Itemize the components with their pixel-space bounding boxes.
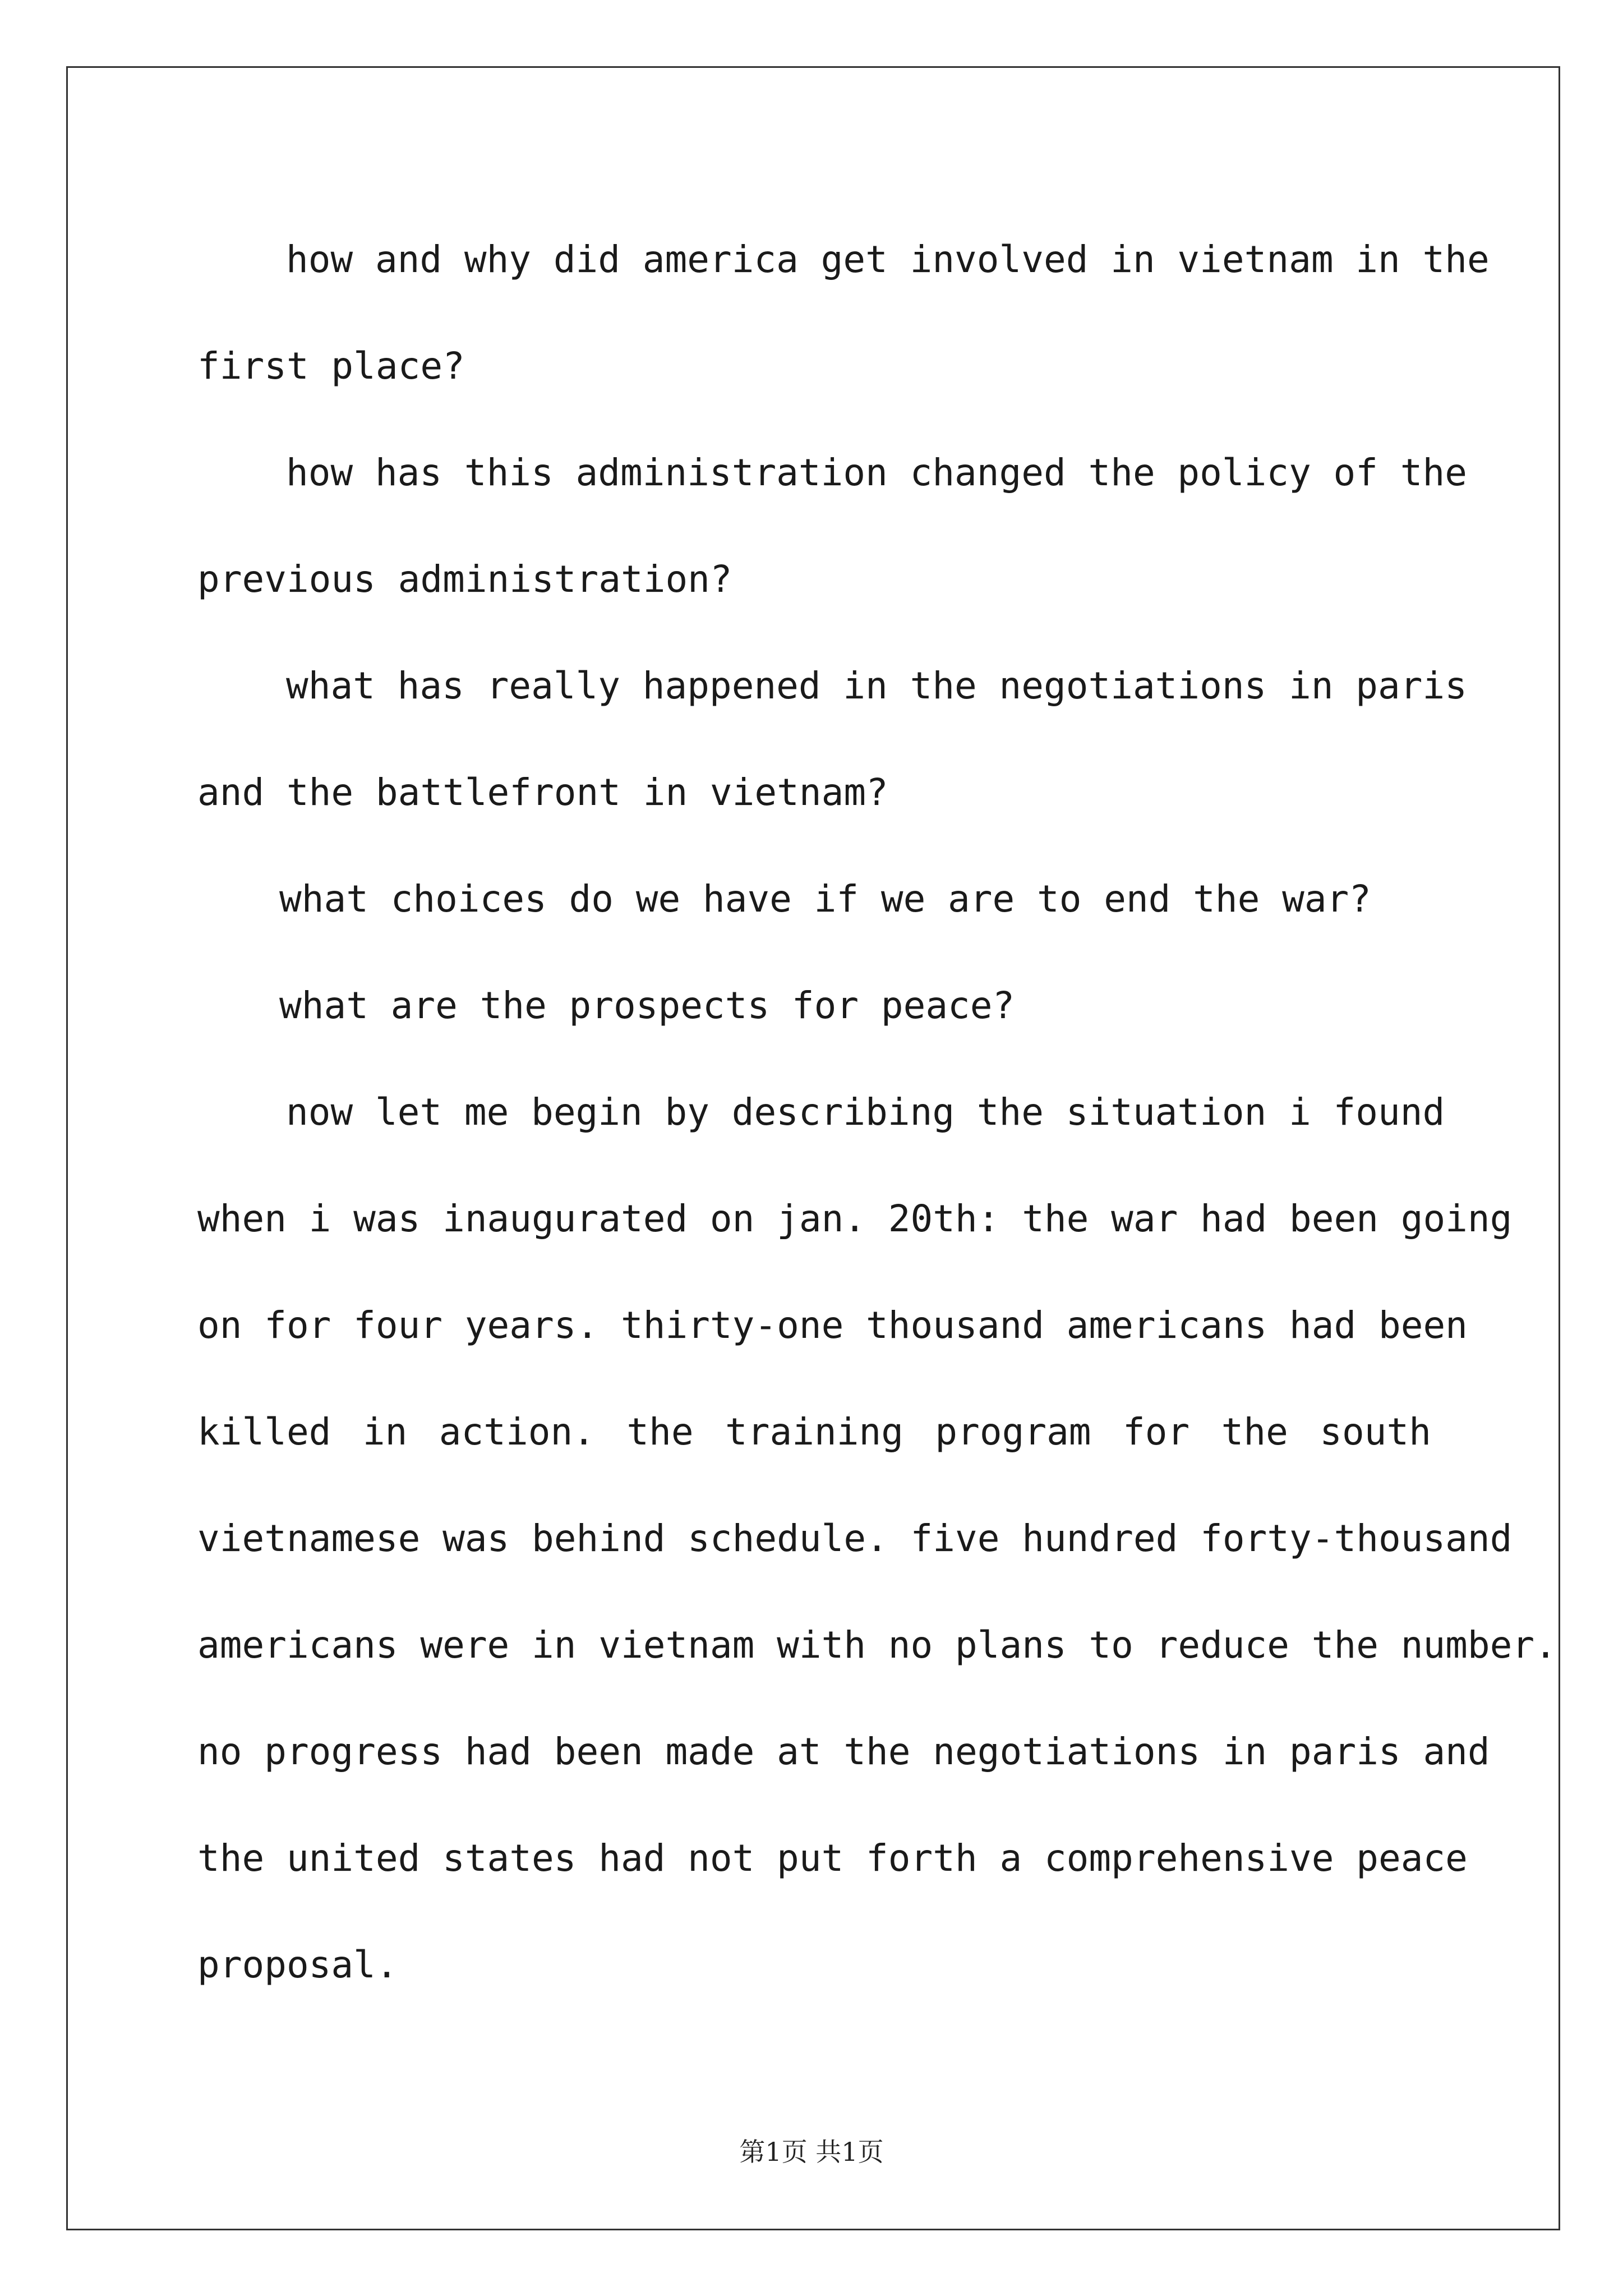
text-line: vietnamese was behind schedule. five hundred forty-thousand bbox=[197, 1517, 1513, 1560]
document-body bbox=[197, 206, 1557, 2018]
text-line: previous administration? bbox=[197, 558, 732, 601]
text-line: what choices do we have if we are to end the war? bbox=[279, 877, 1372, 921]
text-line: first place? bbox=[197, 344, 465, 388]
text-line: proposal. bbox=[197, 1943, 398, 1986]
text-line: the united states had not put forth a comprehensive peace bbox=[197, 1837, 1468, 1880]
text-line: no progress had been made at the negotiations in paris and bbox=[197, 1730, 1490, 1773]
text-line: what has really happened in the negotiations in paris bbox=[286, 664, 1467, 707]
text-line: when i was inaugurated on jan. 20th: the war had been going bbox=[197, 1197, 1513, 1240]
text-line: how and why did america get involved in vietnam in the bbox=[286, 238, 1490, 281]
text-line: what are the prospects for peace? bbox=[279, 984, 1015, 1027]
text-line: how has this administration changed the policy of the bbox=[286, 451, 1467, 494]
text-line: americans were in vietnam with no plans to reduce the number. bbox=[197, 1623, 1557, 1667]
text-line: now let me begin by describing the situation i found bbox=[286, 1091, 1445, 1134]
text-line: on for four years. thirty-one thousand americans had been bbox=[197, 1304, 1468, 1347]
text-line: and the battlefront in vietnam? bbox=[197, 771, 888, 814]
text-line: killed in action. the training program for the south bbox=[197, 1410, 1431, 1453]
page-footer: 第1页 共1页 bbox=[739, 2137, 884, 2167]
